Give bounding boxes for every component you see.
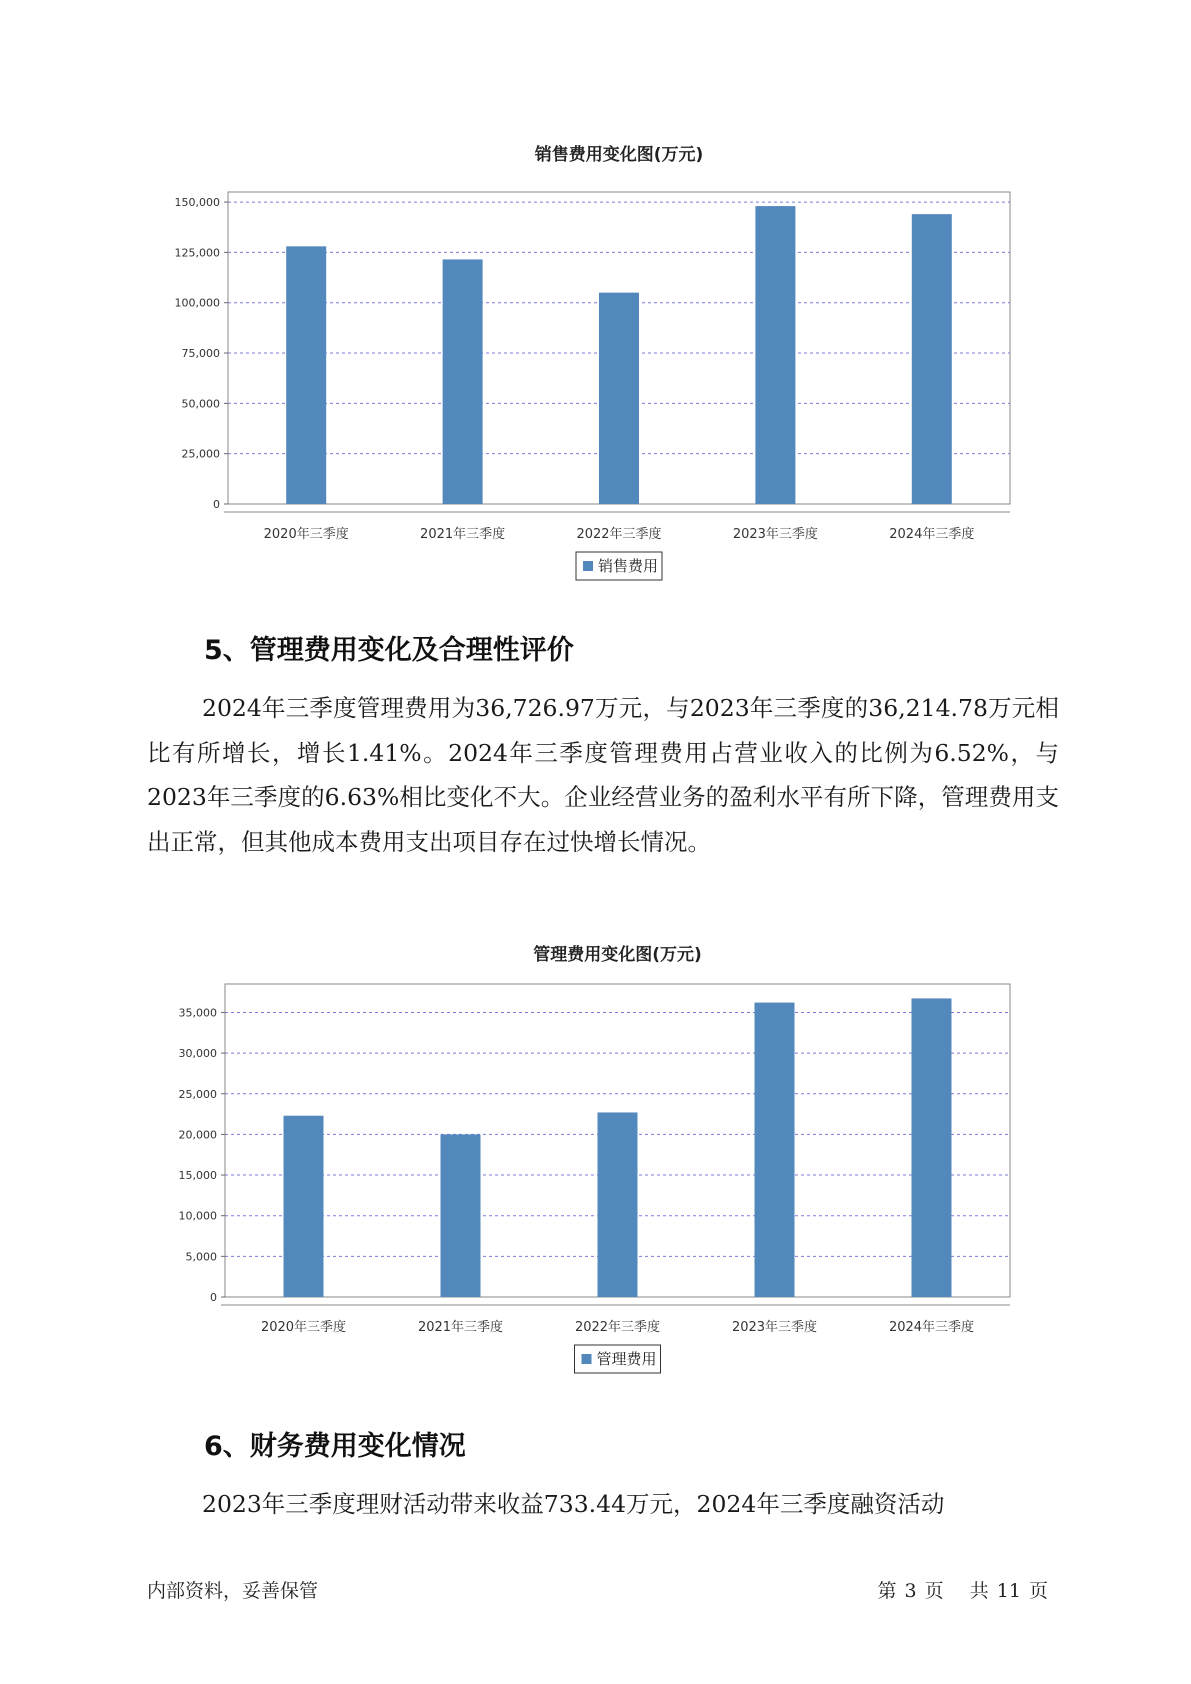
section-5-paragraph: 2024年三季度管理费用为36,726.97万元，与2023年三季度的36,214.78万元相比有所增长，增长1.41%。2024年三季度管理费用占营业收入的比例为6.52%，与2023年三季度的6.63%相比变化不大。企业经营业务的盈利水平有所下降，管理费用支出正常，但其他成本费用支出项目存在过快增长情况。: [147, 694, 1059, 856]
x-tick-label: 2021年三季度: [420, 527, 506, 542]
bar: [599, 293, 639, 504]
bar: [286, 246, 326, 504]
sales-expense-chart: [0, 130, 1191, 590]
footer-total-prefix: 共: [969, 1580, 989, 1602]
bar: [598, 1112, 638, 1297]
x-tick-label: 2020年三季度: [263, 527, 349, 542]
footer-page-number: 3: [904, 1580, 917, 1602]
y-tick-label: 15,000: [178, 1169, 217, 1183]
legend-swatch: [582, 1354, 592, 1364]
x-tick-label: 2021年三季度: [417, 1320, 504, 1335]
legend-label: 管理费用: [596, 1350, 657, 1368]
x-tick-label: 2024年三季度: [889, 527, 975, 542]
bar: [443, 259, 483, 504]
y-tick-label: 150,000: [174, 196, 220, 210]
x-tick-label: 2024年三季度: [888, 1320, 975, 1335]
y-tick-label: 35,000: [178, 1006, 217, 1020]
legend-label: 销售费用: [598, 557, 659, 575]
y-tick-label: 100,000: [174, 296, 220, 310]
y-tick-label: 0: [210, 1291, 217, 1304]
footer-confidential-note: 内部资料，妥善保管: [147, 1580, 319, 1602]
admin-expense-chart: [0, 930, 1191, 1390]
y-tick-label: 50,000: [181, 397, 220, 411]
x-tick-label: 2022年三季度: [574, 1320, 661, 1335]
legend-swatch: [583, 561, 593, 571]
section-5-heading: 5、管理费用变化及合理性评价: [204, 635, 574, 666]
y-tick-label: 10,000: [178, 1209, 217, 1223]
bar: [284, 1116, 324, 1297]
footer-page-unit: 页: [924, 1580, 944, 1602]
admin-expense-chart-svg: [0, 930, 1191, 1390]
section-6-heading: 6、财务费用变化情况: [204, 1431, 466, 1462]
x-tick-label: 2020年三季度: [260, 1320, 347, 1335]
x-tick-label: 2022年三季度: [576, 527, 662, 542]
y-tick-label: 25,000: [178, 1087, 217, 1101]
x-tick-label: 2023年三季度: [731, 1320, 818, 1335]
footer-page-prefix: 第: [877, 1580, 897, 1602]
chart-title: 管理费用变化图(万元): [533, 945, 702, 965]
footer-page-info: [874, 1576, 1052, 1603]
bar: [755, 206, 795, 504]
footer-total-unit: 页: [1028, 1580, 1048, 1602]
bar: [912, 998, 952, 1297]
bar: [755, 1003, 795, 1297]
y-tick-label: 20,000: [178, 1128, 217, 1142]
y-tick-label: 25,000: [181, 447, 220, 461]
chart-title: 销售费用变化图(万元): [534, 145, 704, 165]
bar: [441, 1134, 481, 1297]
x-tick-label: 2023年三季度: [732, 527, 818, 542]
y-tick-label: 0: [213, 498, 220, 511]
y-tick-label: 30,000: [178, 1047, 217, 1061]
footer-total-pages: 11: [996, 1580, 1021, 1602]
y-tick-label: 5,000: [185, 1250, 217, 1264]
y-tick-label: 75,000: [181, 347, 220, 361]
section-6-paragraph: 2023年三季度理财活动带来收益733.44万元，2024年三季度融资活动: [202, 1490, 945, 1518]
sales-expense-chart-svg: [0, 130, 1191, 590]
bar: [912, 214, 952, 504]
y-tick-label: 125,000: [174, 246, 220, 260]
